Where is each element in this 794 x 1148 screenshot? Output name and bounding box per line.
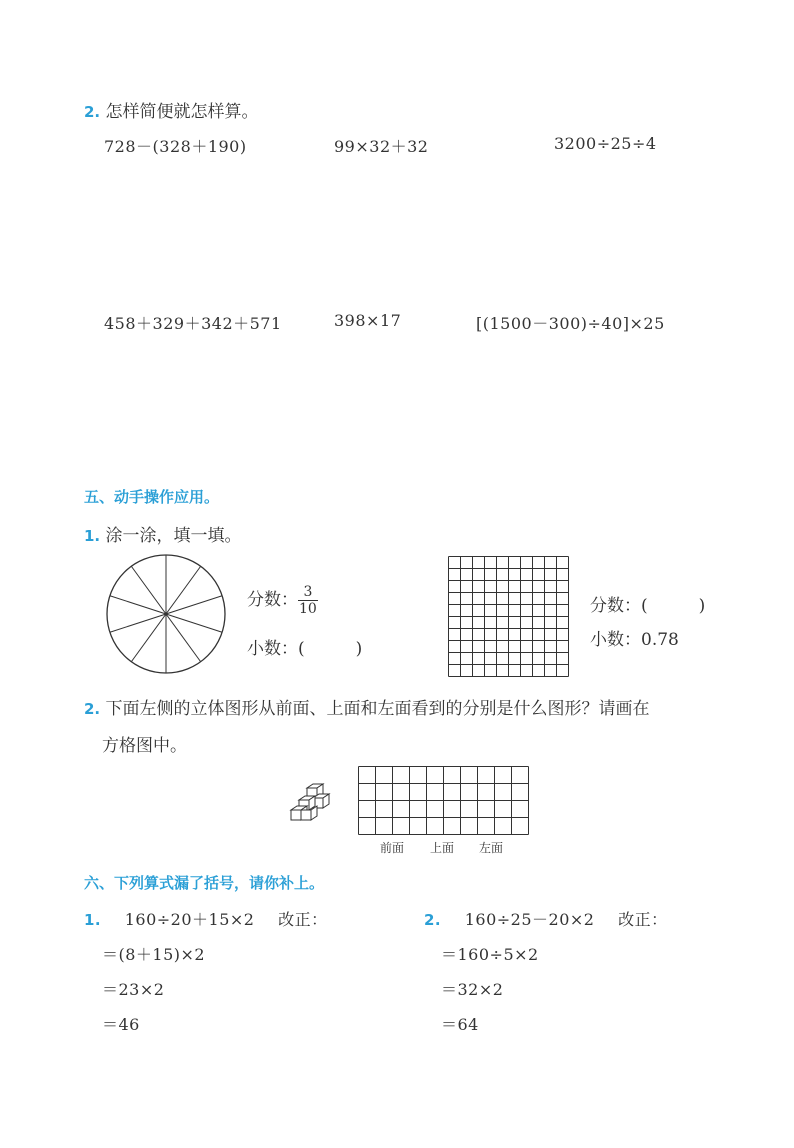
view-label-front: 前面 [380,841,405,855]
question-2-header [84,97,259,122]
expression: 99×32＋32 [334,137,429,156]
view-label-left: 左面 [479,841,504,855]
problem-expression: 160÷25－20×2 [464,910,595,929]
right-fraction: 分数：( ) [590,596,706,616]
expression: 458＋329＋342＋571 [104,314,282,333]
fraction-circle[interactable] [104,552,228,676]
question-number: 2. [84,103,101,121]
question-2-line1 [84,694,650,719]
expression: 3200÷25÷4 [554,134,657,153]
correction-label: 改正： [618,910,668,929]
question-1-header [84,521,242,546]
section-heading: 五、动手操作应用。 [84,488,220,506]
expression: [(1500－300)÷40]×25 [476,314,665,333]
expression: 398×17 [334,311,402,330]
step: ＝160÷5×2 [441,945,539,964]
view-grid[interactable] [358,766,530,836]
left-fraction [247,584,318,617]
question-text: 涂一涂，填一填。 [105,526,242,546]
right-decimal: 小数：0.78 [590,630,679,650]
hundred-grid[interactable] [448,556,570,678]
correction-label: 改正： [278,910,328,929]
problem-1 [84,907,328,930]
problem-expression: 160÷20＋15×2 [124,910,255,929]
denominator: 10 [299,601,317,617]
view-label-top: 上面 [430,841,455,855]
question-2-line2: 方格图中。 [102,736,187,756]
question-number: 2. [84,700,101,718]
fraction-label: 分数： [247,590,298,610]
numerator: 3 [303,584,313,600]
step: ＝64 [441,1015,479,1034]
step: ＝23×2 [102,980,165,999]
question-text: 下面左侧的立体图形从前面、上面和左面看到的分别是什么图形？请画在 [105,699,650,719]
left-decimal: 小数：( ) [247,639,363,659]
expression: 728－(328＋190) [104,137,247,156]
problem-number: 1. [84,911,102,929]
problem-2 [424,907,668,930]
cube-figure [285,782,339,826]
section-heading: 六、下列算式漏了括号，请你补上。 [84,874,325,892]
step: ＝32×2 [441,980,504,999]
fraction [298,584,318,617]
question-number: 1. [84,527,101,545]
problem-number: 2. [424,911,442,929]
step: ＝(8＋15)×2 [102,945,206,964]
step: ＝46 [102,1015,140,1034]
question-title: 怎样简便就怎样算。 [105,102,259,122]
